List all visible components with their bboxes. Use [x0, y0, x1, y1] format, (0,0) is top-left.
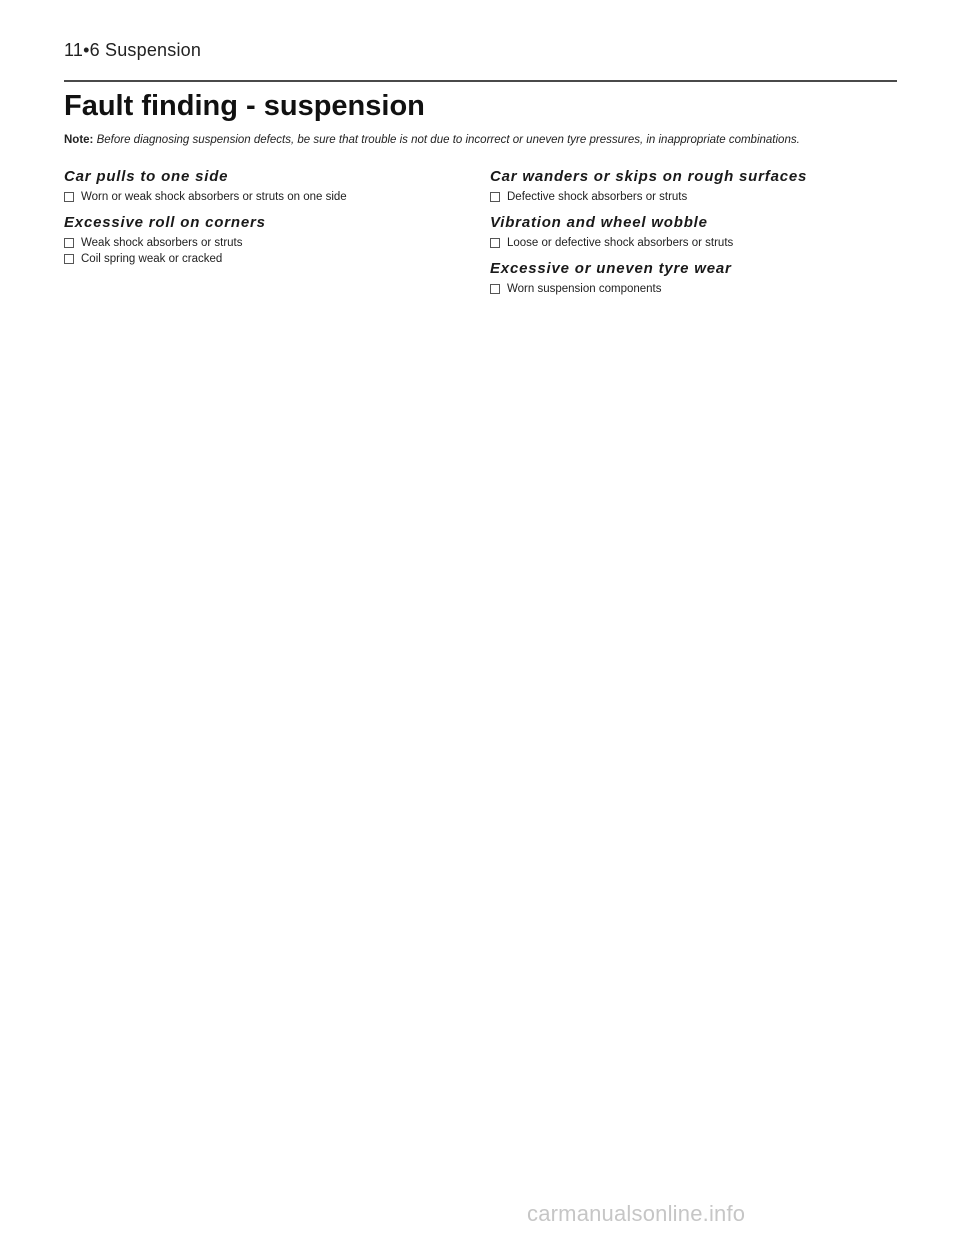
checklist-item[interactable]: [490, 281, 910, 297]
page-title: Fault finding - suspension: [64, 90, 425, 122]
checkbox-icon[interactable]: [64, 238, 74, 248]
left-column: [64, 168, 464, 276]
checklist-item[interactable]: [490, 189, 910, 205]
item-text: Coil spring weak or cracked: [81, 253, 223, 265]
header-rule: [64, 80, 897, 82]
item-text: Worn or weak shock absorbers or struts on one side: [81, 191, 347, 203]
item-text: Defective shock absorbers or struts: [507, 191, 688, 203]
item-text: Worn suspension components: [507, 283, 662, 295]
checkbox-icon[interactable]: [64, 192, 74, 202]
note: [64, 134, 924, 146]
fault-section: [490, 168, 910, 205]
note-label: Note:: [64, 134, 94, 146]
section-heading: Excessive or uneven tyre wear: [490, 260, 732, 277]
checkbox-icon[interactable]: [490, 284, 500, 294]
checklist-item[interactable]: [64, 251, 464, 267]
checklist-item[interactable]: [64, 189, 464, 205]
section-heading: Car pulls to one side: [64, 168, 229, 185]
checkbox-icon[interactable]: [64, 254, 74, 264]
fault-section: [64, 168, 464, 205]
fault-section: [64, 214, 464, 267]
item-text: Weak shock absorbers or struts: [81, 237, 243, 249]
watermark: carmanualsonline.info: [527, 1201, 746, 1226]
right-column: [490, 168, 910, 306]
section-heading: Excessive roll on corners: [64, 214, 266, 231]
fault-section: [490, 260, 910, 297]
fault-section: [490, 214, 910, 251]
item-text: Loose or defective shock absorbers or struts: [507, 237, 734, 249]
section-heading: Car wanders or skips on rough surfaces: [490, 168, 808, 185]
checklist-item[interactable]: [64, 235, 464, 251]
page-header: 11•6 Suspension: [64, 40, 202, 60]
section-heading: Vibration and wheel wobble: [490, 214, 708, 231]
checkbox-icon[interactable]: [490, 192, 500, 202]
note-text: Before diagnosing suspension defects, be sure that trouble is not due to incorrect or uneven tyre pressures, in inappropriate combinations.: [96, 134, 800, 146]
checklist-item[interactable]: [490, 235, 910, 251]
checkbox-icon[interactable]: [490, 238, 500, 248]
